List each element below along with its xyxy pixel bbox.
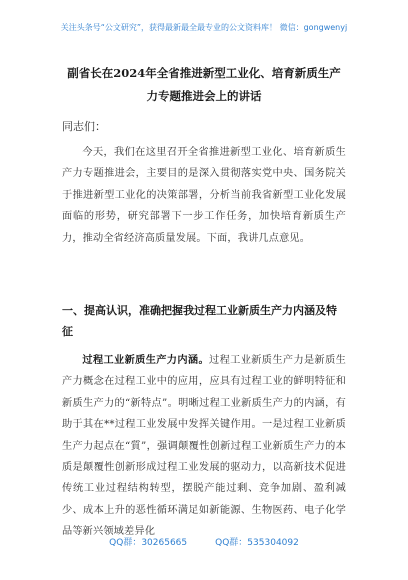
section-heading-1: 一、提高认识，准确把握我过程工业新质生产力内涵及特征 <box>62 304 337 338</box>
paragraph-lead: 过程工业新质生产力内涵。 <box>82 354 210 366</box>
salutation: 同志们： <box>62 120 106 133</box>
paragraph-body: 过程工业新质生产力是新质生产力概念在过程工业中的应用，应具有过程工业的鲜明特征和新质生产力的“新特点”。明晰过程工业新质生产力的内涵，有助于其在**过程工业发展中发挥关键作用。一是过程工业新质生产力起点在“質”，强调颠覆性创新过程工业新质生产力的本质是颠覆性创新形成过程工业发展的驱动力，以高新技术促进传统工业过程结构转型，摆脱产能过剩、竞争加剧、盈利减少、成本上升的恶性循环满足如新能源、生物医药、电子化学品等新兴领域差异化 <box>62 355 346 538</box>
footer-contacts <box>0 535 408 548</box>
header-banner: 关注头条号“公文研究”，获得最新最全最专业的公文资料库！ 微信：gongwenyj <box>60 23 348 32</box>
footer-qq-group-1: QQ群：30265665 <box>109 538 188 548</box>
paragraph-intro: 今天，我们在这里召开全省推进新型工业化、培育新质生产力专题推进会，主要目的是深入贯彻落实党中央、国务院关于推进新型工业化的决策部署，分析当前我省新型工业化发展面临的形势，研究部署下一步工作任务，加快培育新质生产力，推动全省经济高质量发展。下面，我讲几点意见。 <box>62 147 346 244</box>
paragraph-connotation <box>62 350 346 543</box>
document-title: 副省长在2024年全省推进新型工业化、培育新质生产力专题推进会上的讲话 <box>67 66 341 103</box>
footer-qq-group-2: QQ群：535304092 <box>215 538 299 548</box>
